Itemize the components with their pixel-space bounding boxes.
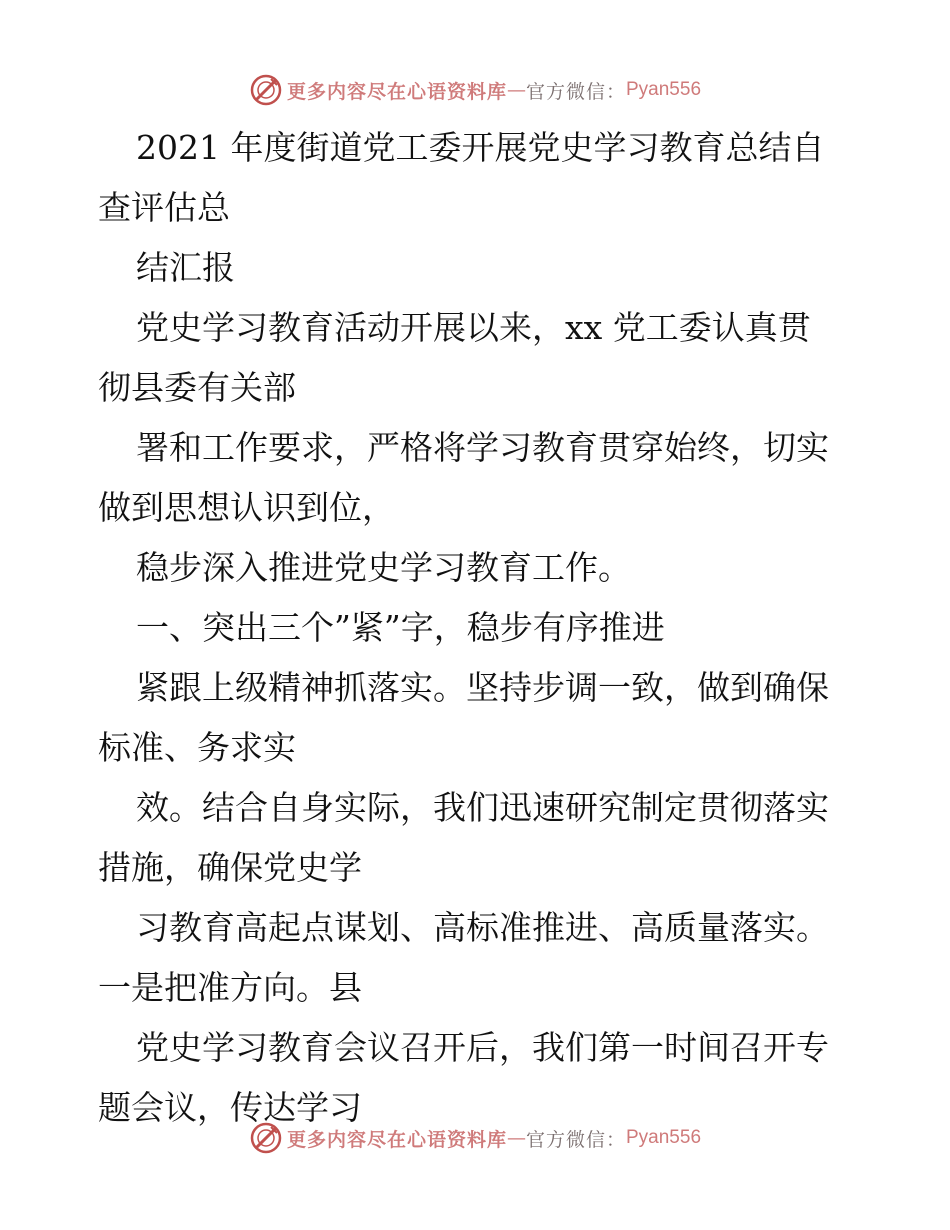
banner-wechat-id: Pyan556 <box>626 79 702 100</box>
seal-logo-icon <box>249 73 283 107</box>
banner-main-text: 更多内容尽在心语资料库 <box>286 80 507 103</box>
paragraph-line: 稳步深入推进党史学习教育工作。 <box>136 548 631 587</box>
banner-wechat-label: 官方微信： <box>525 80 626 103</box>
banner-separator: — <box>506 79 526 101</box>
banner-wechat-label: 官方微信： <box>525 1128 626 1151</box>
paragraph-line: 做到思想认识到位， <box>98 488 395 527</box>
paragraph-line: 紧跟上级精神抓落实。坚持步调一致，做到确保 <box>136 668 829 707</box>
paragraph-line: 一是把准方向。县 <box>98 968 362 1007</box>
paragraph-line: 党史学习教育会议召开后，我们第一时间召开专 <box>136 1028 829 1067</box>
paragraph-line: 效。结合自身实际，我们迅速研究制定贯彻落实 <box>136 788 829 827</box>
paragraph-line: 彻县委有关部 <box>98 368 296 407</box>
document-body <box>98 118 858 1138</box>
banner-separator: — <box>506 1127 526 1149</box>
paragraph-line: 党史学习教育活动开展以来，xx 党工委认真贯 <box>136 308 811 347</box>
section-heading: 一、突出三个”紧”字，稳步有序推进 <box>136 608 665 647</box>
footer-banner <box>0 1118 950 1158</box>
header-banner <box>0 70 950 110</box>
seal-logo-icon <box>249 1121 283 1155</box>
document-title-line: 查评估总 <box>98 188 230 227</box>
paragraph-line: 标准、务求实 <box>98 728 296 767</box>
banner-wechat-id: Pyan556 <box>626 1127 702 1148</box>
paragraph-line: 习教育高起点谋划、高标准推进、高质量落实。 <box>136 908 829 947</box>
paragraph-line: 署和工作要求，严格将学习教育贯穿始终，切实 <box>136 428 829 467</box>
paragraph-line: 结汇报 <box>136 248 235 287</box>
banner-main-text: 更多内容尽在心语资料库 <box>286 1128 507 1151</box>
document-title-line: 2021 年度街道党工委开展党史学习教育总结自 <box>136 128 825 167</box>
paragraph-line: 措施，确保党史学 <box>98 848 362 887</box>
paragraph-line: 题会议，传达学习 <box>98 1088 362 1127</box>
